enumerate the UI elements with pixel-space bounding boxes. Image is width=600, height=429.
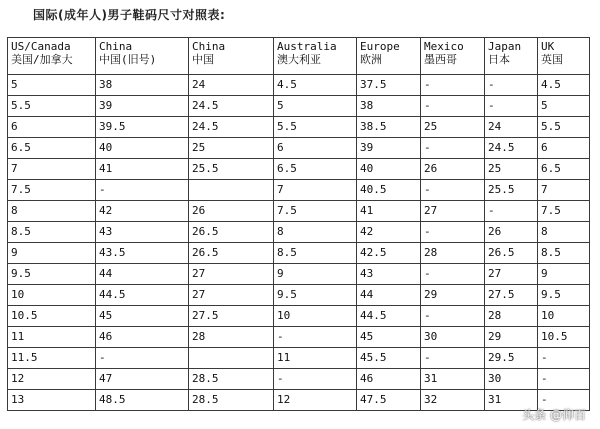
table-cell: 6 [538, 138, 590, 159]
table-cell: 45.5 [357, 348, 421, 369]
table-cell: 7 [538, 180, 590, 201]
table-cell: 26.5 [189, 222, 274, 243]
table-cell: 46 [357, 369, 421, 390]
table-cell: 38 [96, 75, 189, 96]
table-cell: 39 [96, 96, 189, 117]
shoe-size-table [7, 37, 590, 411]
table-cell: 42 [357, 222, 421, 243]
table-cell: 27.5 [485, 285, 538, 306]
column-header-english: US/Canada [11, 40, 71, 53]
table-cell: 39 [357, 138, 421, 159]
table-cell: 27 [189, 285, 274, 306]
table-cell: 38.5 [357, 117, 421, 138]
table-cell: 28.5 [189, 390, 274, 411]
table-row [8, 285, 590, 306]
table-cell: 48.5 [96, 390, 189, 411]
table-cell: 12 [8, 369, 96, 390]
table-cell: 45 [357, 327, 421, 348]
table-cell: 4.5 [274, 75, 357, 96]
table-cell: 12 [274, 390, 357, 411]
table-cell: 24.5 [485, 138, 538, 159]
table-cell: 27 [485, 264, 538, 285]
column-header-english: Australia [277, 40, 337, 53]
table-cell: 37.5 [357, 75, 421, 96]
table-cell: 5.5 [274, 117, 357, 138]
table-cell: 41 [96, 159, 189, 180]
table-cell: 27.5 [189, 306, 274, 327]
table-cell: 26.5 [485, 243, 538, 264]
table-cell: 43 [96, 222, 189, 243]
table-cell: 11.5 [8, 348, 96, 369]
column-header-english: China [99, 40, 133, 53]
table-row [8, 348, 590, 369]
column-header [8, 38, 96, 75]
table-cell: 6 [274, 138, 357, 159]
table-row [8, 75, 590, 96]
page-title: 国际(成年人)男子鞋码尺寸对照表: [33, 8, 226, 22]
column-header [189, 38, 274, 75]
table-cell: 5.5 [8, 96, 96, 117]
column-header [538, 38, 590, 75]
table-row [8, 306, 590, 327]
table-cell [189, 180, 274, 201]
table-cell: - [421, 75, 485, 96]
table-cell: - [485, 96, 538, 117]
table-cell: 10.5 [538, 327, 590, 348]
table-cell: 26 [189, 201, 274, 222]
table-cell: 11 [8, 327, 96, 348]
table-cell [189, 348, 274, 369]
table-row [8, 117, 590, 138]
column-header-english: Mexico [424, 40, 464, 53]
column-header-english: Europe [360, 40, 400, 53]
table-row [8, 243, 590, 264]
table-cell: 4.5 [538, 75, 590, 96]
table-header [8, 38, 590, 75]
table-cell: 44 [357, 285, 421, 306]
column-header-chinese: 日本 [488, 53, 510, 66]
table-cell: 40 [96, 138, 189, 159]
table-cell: 5.5 [538, 117, 590, 138]
table-cell: 24 [189, 75, 274, 96]
column-header [96, 38, 189, 75]
table-cell: 10.5 [8, 306, 96, 327]
table-cell: 10 [274, 306, 357, 327]
table-cell: - [96, 348, 189, 369]
table-cell: 9 [8, 243, 96, 264]
table-cell: 6.5 [8, 138, 96, 159]
column-header [421, 38, 485, 75]
table-row [8, 138, 590, 159]
table-cell: - [485, 75, 538, 96]
table-cell: 7 [274, 180, 357, 201]
table-cell: 10 [8, 285, 96, 306]
table-cell: 27 [421, 201, 485, 222]
table-cell: 42.5 [357, 243, 421, 264]
table-cell: 5 [274, 96, 357, 117]
table-cell: 8.5 [8, 222, 96, 243]
column-header [274, 38, 357, 75]
table-cell: 26 [421, 159, 485, 180]
table-cell: 25 [485, 159, 538, 180]
table-cell: 11 [274, 348, 357, 369]
table-cell: 24.5 [189, 96, 274, 117]
table-cell: 24.5 [189, 117, 274, 138]
table-cell: 5 [8, 75, 96, 96]
table-row [8, 180, 590, 201]
column-header-chinese: 澳大利亚 [277, 53, 321, 66]
table-cell: - [421, 138, 485, 159]
table-cell: 44.5 [357, 306, 421, 327]
table-cell: 32 [421, 390, 485, 411]
table-cell: 29.5 [485, 348, 538, 369]
table-cell: - [274, 327, 357, 348]
table-row [8, 327, 590, 348]
table-cell: 44 [96, 264, 189, 285]
table-cell: - [421, 306, 485, 327]
table-cell: 45 [96, 306, 189, 327]
table-cell: 31 [485, 390, 538, 411]
table-row [8, 201, 590, 222]
table-cell: 5 [538, 96, 590, 117]
column-header-english: UK [541, 40, 555, 53]
table-cell: 31 [421, 369, 485, 390]
table-cell: 10 [538, 306, 590, 327]
column-header-chinese: 中国(旧号) [99, 53, 157, 66]
table-cell: 9.5 [8, 264, 96, 285]
table-cell: 8.5 [274, 243, 357, 264]
table-cell: 25.5 [189, 159, 274, 180]
table-cell: 25 [421, 117, 485, 138]
table-row [8, 222, 590, 243]
table-cell: 9 [538, 264, 590, 285]
column-header-english: Japan [488, 40, 522, 53]
column-header-chinese: 美国/加拿大 [11, 53, 73, 66]
table-cell: 47.5 [357, 390, 421, 411]
table-cell: 24 [485, 117, 538, 138]
column-header-chinese: 欧洲 [360, 53, 382, 66]
table-cell: 7.5 [274, 201, 357, 222]
table-cell: 9.5 [274, 285, 357, 306]
table-cell: 40 [357, 159, 421, 180]
header-row [8, 38, 590, 75]
table-cell: - [538, 348, 590, 369]
table-cell: 40.5 [357, 180, 421, 201]
table-cell: 46 [96, 327, 189, 348]
column-header [357, 38, 421, 75]
table-cell: 8 [8, 201, 96, 222]
table-cell: 7 [8, 159, 96, 180]
table-cell: 30 [421, 327, 485, 348]
table-cell: 6 [8, 117, 96, 138]
table-cell: 28.5 [189, 369, 274, 390]
table-cell: 8 [538, 222, 590, 243]
table-cell: - [538, 369, 590, 390]
table-cell: 26.5 [189, 243, 274, 264]
column-header [485, 38, 538, 75]
table-cell: 13 [8, 390, 96, 411]
column-header-chinese: 墨西哥 [424, 53, 457, 66]
table-cell: - [421, 96, 485, 117]
table-row [8, 159, 590, 180]
table-cell: 41 [357, 201, 421, 222]
table-body [8, 75, 590, 411]
table-cell: 28 [189, 327, 274, 348]
table-cell: 47 [96, 369, 189, 390]
table-cell: - [485, 201, 538, 222]
table-cell: - [274, 369, 357, 390]
table-cell: 38 [357, 96, 421, 117]
column-header-english: China [192, 40, 226, 53]
table-cell: 44.5 [96, 285, 189, 306]
watermark: 头条 @仰百 [522, 408, 586, 422]
table-cell: - [421, 348, 485, 369]
table-cell: - [421, 264, 485, 285]
table-cell: 43 [357, 264, 421, 285]
table-cell: 43.5 [96, 243, 189, 264]
table-cell: 29 [485, 327, 538, 348]
table-cell: - [421, 180, 485, 201]
column-header-chinese: 英国 [541, 53, 563, 66]
table-row [8, 390, 590, 411]
table-row [8, 264, 590, 285]
table-cell: 7.5 [8, 180, 96, 201]
table-cell: 8.5 [538, 243, 590, 264]
table-cell: 39.5 [96, 117, 189, 138]
column-header-chinese: 中国 [192, 53, 214, 66]
table-row [8, 369, 590, 390]
table-cell: 8 [274, 222, 357, 243]
table-cell: 29 [421, 285, 485, 306]
table-cell: - [538, 390, 590, 411]
table-cell: 27 [189, 264, 274, 285]
table-cell: 7.5 [538, 201, 590, 222]
table-cell: 9.5 [538, 285, 590, 306]
table-cell: 28 [421, 243, 485, 264]
table-cell: - [96, 180, 189, 201]
table-row [8, 96, 590, 117]
table-cell: 42 [96, 201, 189, 222]
table-cell: 26 [485, 222, 538, 243]
table-cell: 25.5 [485, 180, 538, 201]
table-cell: 25 [189, 138, 274, 159]
table-cell: 6.5 [274, 159, 357, 180]
table-cell: 30 [485, 369, 538, 390]
table-cell: 9 [274, 264, 357, 285]
table-cell: 28 [485, 306, 538, 327]
table-cell: 6.5 [538, 159, 590, 180]
table-cell: - [421, 222, 485, 243]
